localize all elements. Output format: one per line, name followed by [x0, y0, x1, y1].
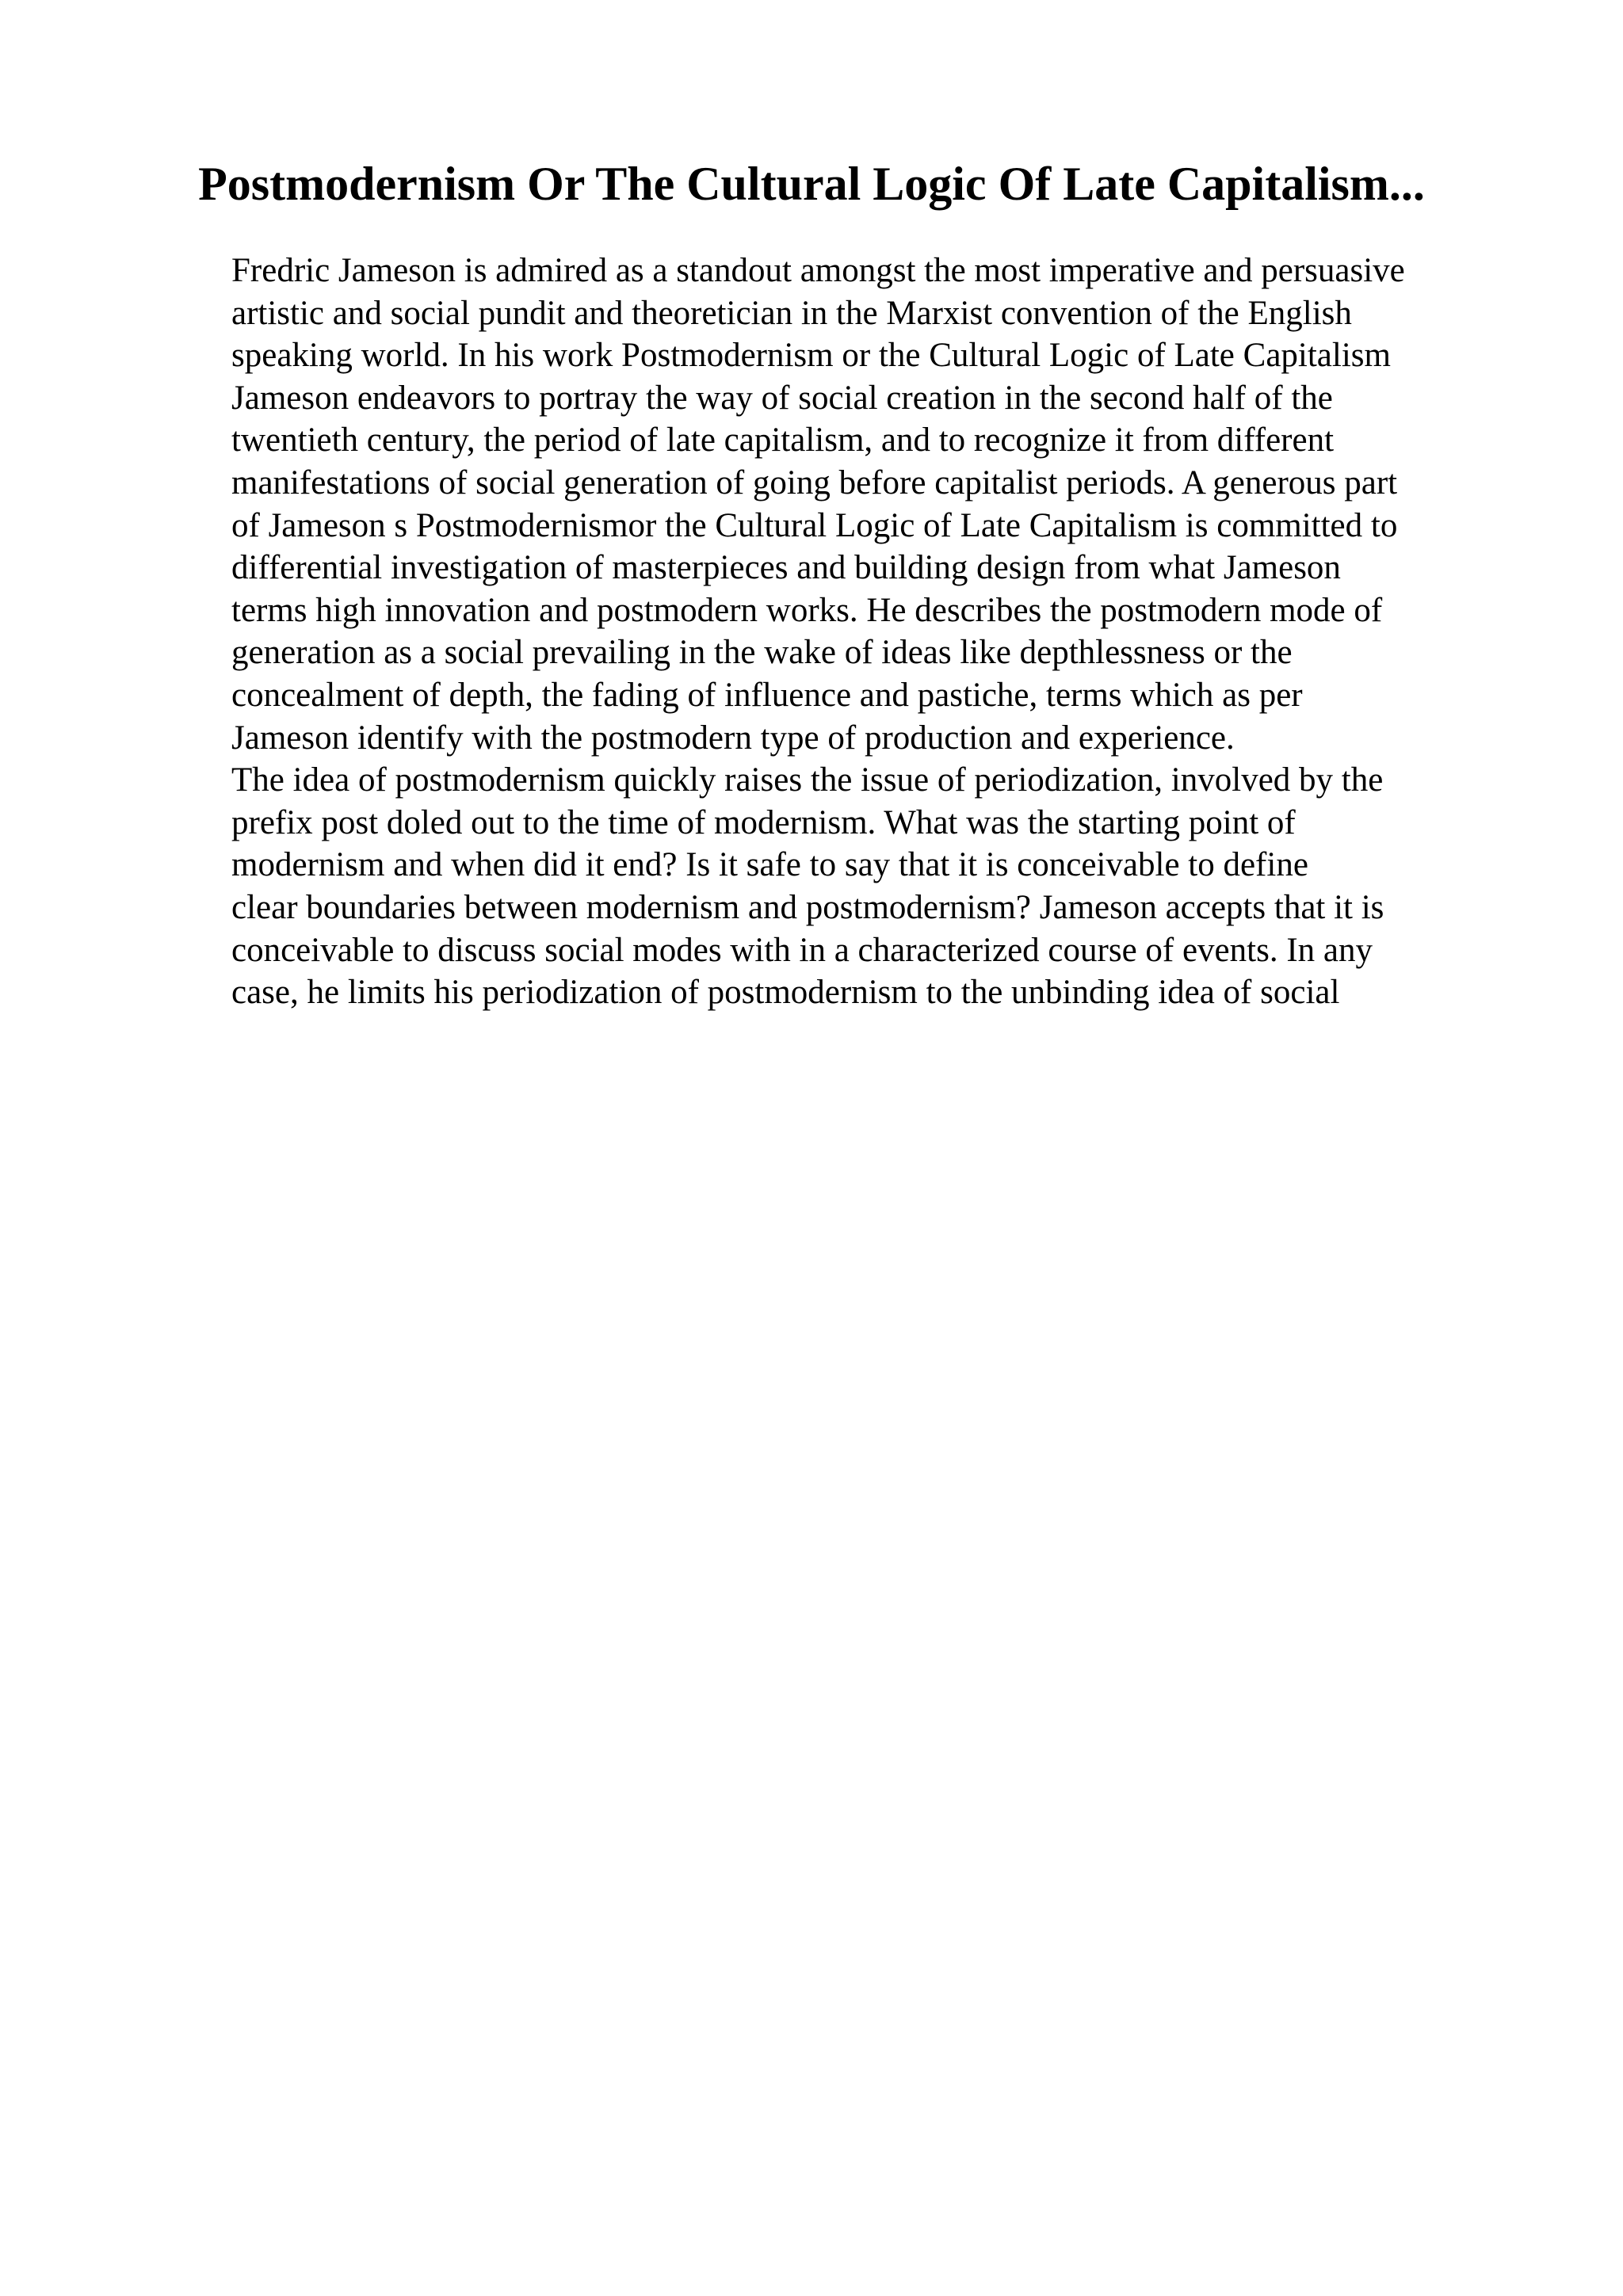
- text-line: Fredric Jameson is admired as a standout amongst the most imperative and persuasive: [231, 252, 1405, 289]
- text-line: clear boundaries between modernism and postmodernism? Jameson accepts that it is: [231, 888, 1384, 926]
- text-line: differential investigation of masterpieces and building design from what Jameson: [231, 549, 1341, 587]
- text-line: prefix post doled out to the time of modernism. What was the starting point of: [231, 803, 1296, 841]
- text-line: terms high innovation and postmodern works. He describes the postmodern mode of: [231, 591, 1383, 629]
- page-title: Postmodernism Or The Cultural Logic Of Late Capitalism...: [198, 158, 1425, 210]
- text-line: case, he limits his periodization of postmodernism to the unbinding idea of social: [231, 974, 1340, 1012]
- text-line: artistic and social pundit and theoretician in the Marxist convention of the English: [231, 294, 1352, 332]
- text-line: generation as a social prevailing in the wake of ideas like depthlessness or the: [231, 634, 1293, 672]
- body-text: [231, 250, 1531, 1014]
- text-line: manifestations of social generation of going before capitalist periods. A generous part: [231, 463, 1398, 502]
- text-line: of Jameson s Postmodernismor the Cultural Logic of Late Capitalism is committed to: [231, 506, 1398, 544]
- text-line: conceivable to discuss social modes with in a characterized course of events. In any: [231, 931, 1373, 969]
- text-line: Jameson endeavors to portray the way of social creation in the second half of the: [231, 379, 1333, 417]
- text-line: speaking world. In his work Postmodernism or the Cultural Logic of Late Capitalism: [231, 337, 1391, 375]
- text-line: The idea of postmodernism quickly raises the issue of periodization, involved by the: [231, 761, 1384, 799]
- text-line: modernism and when did it end? Is it safe to say that it is conceivable to define: [231, 846, 1308, 884]
- text-line: twentieth century, the period of late capitalism, and to recognize it from different: [231, 421, 1335, 460]
- text-line: concealment of depth, the fading of influence and pastiche, terms which as per: [231, 676, 1303, 714]
- text-line: Jameson identify with the postmodern type of production and experience.: [231, 719, 1235, 757]
